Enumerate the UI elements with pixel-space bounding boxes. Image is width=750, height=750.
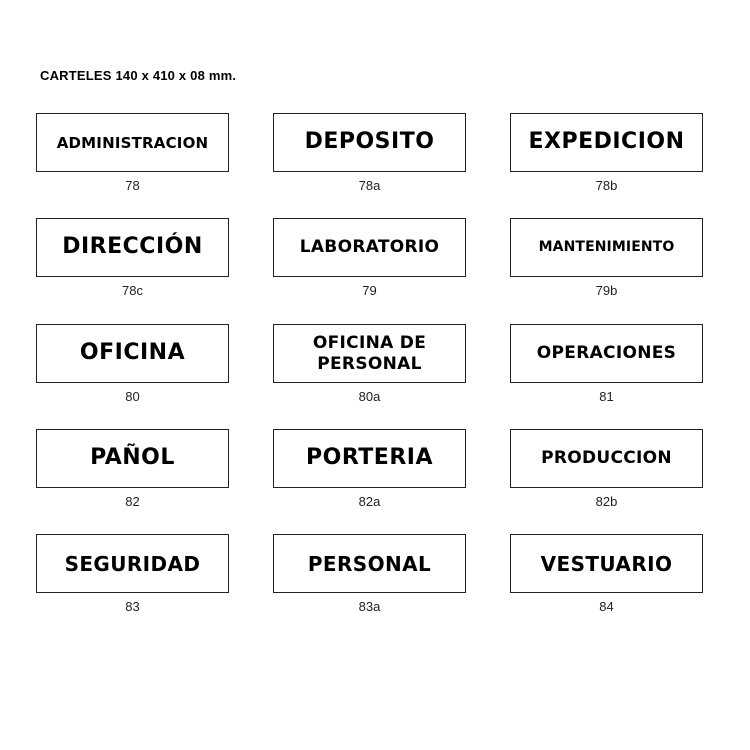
page-title: CARTELES 140 x 410 x 08 mm. [40,68,237,83]
sign-card-80 [36,324,229,404]
sign-card-79 [273,218,466,298]
sign-plate [510,324,703,383]
sign-code: 78 [125,178,140,193]
sign-label: PRODUCCION [541,448,672,469]
sign-card-78a [273,113,466,193]
sign-card-78b [510,113,703,193]
sign-card-78c [36,218,229,298]
sign-code: 80 [125,389,140,404]
sign-plate [510,218,703,277]
sign-code: 84 [599,599,614,614]
sign-label: SEGURIDAD [64,551,201,576]
sign-code: 83 [125,599,140,614]
sign-plate [36,534,229,593]
sign-code: 78a [358,178,381,193]
sign-card-82 [36,429,229,509]
sign-label: LABORATORIO [299,237,440,258]
sign-plate [510,113,703,172]
sign-label: PAÑOL [90,445,175,471]
sign-label-line-1: OFICINA DE [312,333,427,354]
sign-code: 82a [358,494,381,509]
sign-code: 79b [595,283,618,298]
sign-card-82a [273,429,466,509]
sign-code: 82 [125,494,140,509]
sign-label: OPERACIONES [536,343,677,364]
sign-label: ADMINISTRACION [56,133,209,152]
sign-label: VESTUARIO [540,551,673,576]
sign-card-79b [510,218,703,298]
sign-label: DEPOSITO [304,129,435,155]
sign-plate [273,534,466,593]
sign-card-82b [510,429,703,509]
sign-plate [273,429,466,488]
sign-card-83a [273,534,466,614]
sign-plate [510,429,703,488]
sign-code: 79 [362,283,377,298]
sign-label: OFICINA [79,340,186,366]
sign-code: 81 [599,389,614,404]
sign-label: MANTENIMIENTO [538,239,675,256]
sign-label-line-2: PERSONAL [317,353,422,374]
sign-card-84 [510,534,703,614]
sign-plate [273,113,466,172]
sign-code: 80a [358,389,381,404]
sign-label: PORTERIA [306,445,433,471]
sign-plate [36,113,229,172]
sign-card-80a [273,324,466,404]
sign-label: EXPEDICION [528,129,685,155]
sign-card-81 [510,324,703,404]
sign-code: 78c [122,283,143,298]
sign-card-78 [36,113,229,193]
sign-label: PERSONAL [307,551,432,576]
sign-plate [273,324,466,383]
sign-code: 83a [358,599,381,614]
sign-plate [36,324,229,383]
sign-plate [273,218,466,277]
sign-plate [36,218,229,277]
sign-code: 78b [595,178,618,193]
sign-card-83 [36,534,229,614]
sign-label: DIRECCIÓN [62,234,203,260]
sign-plate [510,534,703,593]
sign-code: 82b [595,494,618,509]
sign-plate [36,429,229,488]
